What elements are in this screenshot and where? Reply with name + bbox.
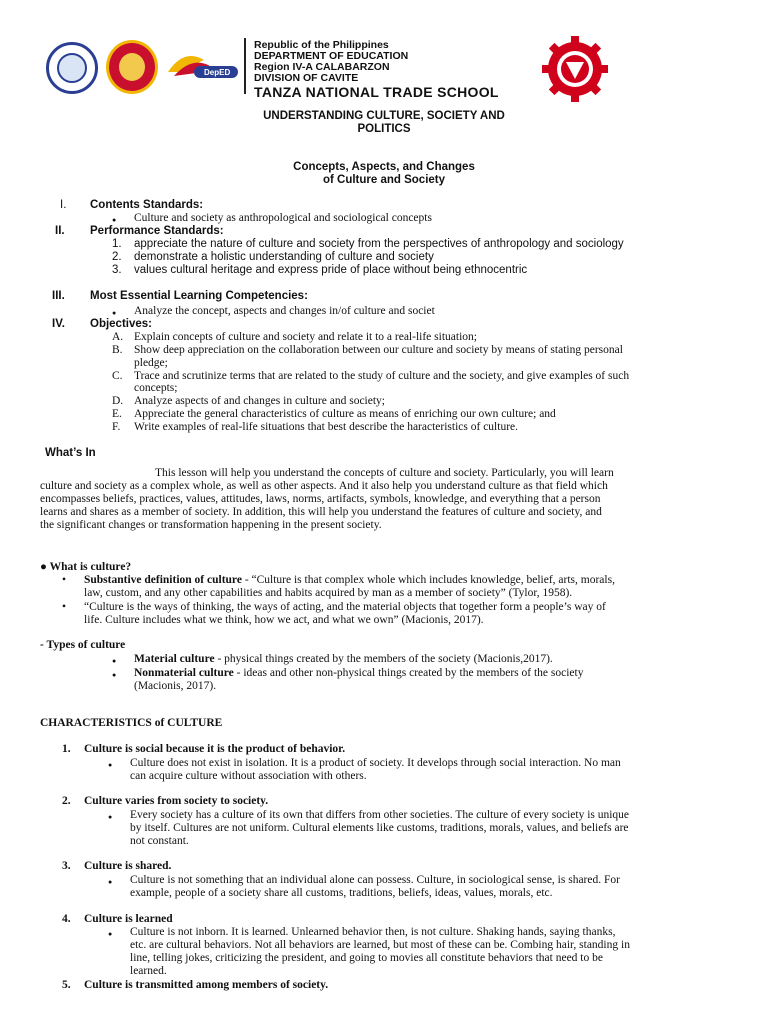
- objective-e: Appreciate the general characteristics of culture as means of enriching our own culture; and: [134, 408, 556, 420]
- characteristic-1-line2: can acquire culture without association with others.: [130, 770, 367, 782]
- department-line: DEPARTMENT OF EDUCATION: [254, 50, 409, 62]
- doc-subtitle-line1: Concepts, Aspects, and Changes: [293, 161, 475, 173]
- section-3-number: III.: [52, 290, 65, 302]
- section-1-item: ● Culture and society as anthropological and sociological concepts: [134, 212, 432, 225]
- characteristic-3-number: 3.: [62, 860, 71, 872]
- school-name: TANZA NATIONAL TRADE SCHOOL: [254, 84, 499, 100]
- performance-num-3: 3.: [112, 264, 122, 276]
- characteristic-3-title: Culture is shared.: [84, 860, 172, 872]
- section-4-heading: Objectives:: [90, 318, 152, 330]
- characteristic-4-line4: learned.: [130, 965, 167, 977]
- culture-definition-2-line2: life. Culture includes what we think, how we act, and what we own” (Macionis, 2017).: [84, 614, 484, 626]
- characteristic-4-line2: etc. are cultural behaviors. Not all behaviors are learned, but most of these can be. Combing hair, standing in: [130, 939, 630, 951]
- section-1-heading: Contents Standards:: [90, 199, 204, 211]
- republic-line: Republic of the Philippines: [254, 39, 389, 51]
- characteristic-2-line1: ● Every society has a culture of its own that differs from other societies. The culture of every society is unique: [130, 809, 629, 822]
- characteristic-5-number: 5.: [62, 979, 71, 991]
- characteristic-2-title: Culture varies from society to society.: [84, 795, 269, 807]
- section-2-heading: Performance Standards:: [90, 225, 224, 237]
- whats-in-line4: learns and shares as a member of society. In addition, this will help you understand the features of culture and society, and: [40, 506, 602, 518]
- objective-c-line2: concepts;: [134, 382, 178, 394]
- nonmaterial-culture-citation: (Macionis, 2017).: [134, 680, 217, 692]
- letterhead: [0, 0, 768, 110]
- nonmaterial-culture-term: Nonmaterial culture: [134, 667, 234, 679]
- objective-d: Analyze aspects of and changes in culture and society;: [134, 395, 385, 407]
- characteristic-5-title: Culture is transmitted among members of society.: [84, 979, 329, 991]
- culture-definition-2-line1: • “Culture is the ways of thinking, the ways of acting, and the material objects that together form a people’s way of: [84, 601, 606, 614]
- characteristic-2-line2: by itself. Cultures are not uniform. Cultural elements like customs, traditions, morals, values, and beliefs are: [130, 822, 629, 834]
- characteristic-2-number: 2.: [62, 795, 71, 807]
- objective-letter-f: F.: [112, 421, 121, 433]
- culture-definition-1-line2: law, custom, and any other capabilities and habits acquired by man as a member of society” (Tylor, 1958).: [84, 587, 573, 599]
- objective-a: Explain concepts of culture and society and relate it to a real-life situation;: [134, 331, 477, 343]
- letterhead-text: [254, 40, 499, 100]
- region-line: Region IV-A CALABARZON: [254, 61, 390, 73]
- objective-letter-e: E.: [112, 408, 122, 420]
- deped-seal-icon: [46, 42, 98, 94]
- doc-title-line2: POLITICS: [357, 123, 411, 135]
- material-culture-text: - physical things created by the members of the society (Macionis,2017).: [214, 653, 553, 665]
- objective-letter-a: A.: [112, 331, 124, 343]
- nonmaterial-culture-item: [134, 667, 583, 680]
- material-culture-term: Material culture: [134, 653, 215, 665]
- characteristic-3-line1: ● Culture is not something that an individual alone can possess. Culture, in sociological sense, is shared. For: [130, 874, 620, 887]
- tnts-seal-icon: [540, 34, 610, 104]
- objective-letter-c: C.: [112, 370, 123, 382]
- nonmaterial-culture-text: - ideas and other non-physical things created by the members of the society: [233, 667, 584, 679]
- section-3-item: ● Analyze the concept, aspects and changes in/of culture and societ: [134, 305, 435, 318]
- culture-definition-1-text: - “Culture is that complex whole which includes knowledge, belief, arts, morals,: [241, 574, 615, 586]
- objective-c-line1: Trace and scrutinize terms that are related to the study of culture and the society, and give examples of such: [134, 370, 630, 382]
- sdo-cavite-logo-icon: [164, 42, 240, 90]
- performance-num-2: 2.: [112, 251, 122, 263]
- objective-letter-d: D.: [112, 395, 124, 407]
- objective-letter-b: B.: [112, 344, 123, 356]
- whats-in-line5: the significant changes or transformation happening in the present society.: [40, 519, 382, 531]
- whats-in-line2: culture and society as a complex whole, as well as other aspects. And it also help you understand culture as that field which: [40, 480, 608, 492]
- region-seal-icon: [106, 40, 158, 94]
- section-2-number: II.: [55, 225, 65, 237]
- culture-definition-1-line1: [84, 574, 615, 587]
- material-culture-item: [134, 653, 553, 666]
- characteristic-2-line3: not constant.: [130, 835, 189, 847]
- objective-f: Write examples of real-life situations that best describe the haracteristics of culture.: [134, 421, 518, 433]
- svg-text:DepED: DepED: [204, 68, 231, 77]
- section-4-number: IV.: [52, 318, 66, 330]
- doc-title-line1: UNDERSTANDING CULTURE, SOCIETY AND: [263, 110, 505, 122]
- division-line: DIVISION OF CAVITE: [254, 72, 359, 84]
- section-3-heading: Most Essential Learning Competencies:: [90, 290, 308, 302]
- characteristic-1-line1: ● Culture does not exist in isolation. It is a product of society. It develops through social interaction. No man: [130, 757, 621, 770]
- section-1-number: I.: [60, 199, 67, 211]
- characteristic-4-line1: ● Culture is not inborn. It is learned. Unlearned behavior then, is not culture. Shaking hands, saying thanks,: [130, 926, 615, 939]
- doc-subtitle-line2: of Culture and Society: [322, 174, 446, 186]
- characteristics-heading: CHARACTERISTICS of CULTURE: [40, 717, 223, 729]
- characteristic-1-number: 1.: [62, 743, 71, 755]
- culture-definition-1-term: Substantive definition of culture: [84, 574, 242, 586]
- performance-item-1: appreciate the nature of culture and society from the perspectives of anthropology and sociology: [134, 238, 624, 250]
- characteristic-3-line2: example, people of a society share all customs, traditions, beliefs, ideas, values, morals, etc.: [130, 887, 553, 899]
- performance-num-1: 1.: [112, 238, 122, 250]
- characteristic-4-line3: line, telling jokes, criticizing the president, and going to movies all constitute behaviors that need to be: [130, 952, 603, 964]
- characteristic-4-number: 4.: [62, 913, 71, 925]
- characteristic-4-title: Culture is learned: [84, 913, 173, 925]
- objective-b-line1: Show deep appreciation on the collaboration between our culture and society by means of stating personal: [134, 344, 623, 356]
- whats-in-heading: What’s In: [45, 447, 96, 459]
- what-is-culture-heading: ● What is culture?: [40, 561, 132, 573]
- characteristic-1-title: Culture is social because it is the product of behavior.: [84, 743, 346, 755]
- whats-in-line1: This lesson will help you understand the concepts of culture and society. Particularly, you will learn: [155, 467, 614, 479]
- objective-b-line2: pledge;: [134, 357, 168, 369]
- performance-item-2: demonstrate a holistic understanding of culture and society: [134, 251, 434, 263]
- types-of-culture-heading: - Types of culture: [40, 639, 126, 651]
- performance-item-3: values cultural heritage and express pride of place without being ethnocentric: [134, 264, 528, 276]
- whats-in-line3: encompasses beliefs, practices, values, attitudes, laws, norms, artifacts, symbols, knowledge, and everything that a person: [40, 493, 601, 505]
- header-divider: [244, 38, 246, 94]
